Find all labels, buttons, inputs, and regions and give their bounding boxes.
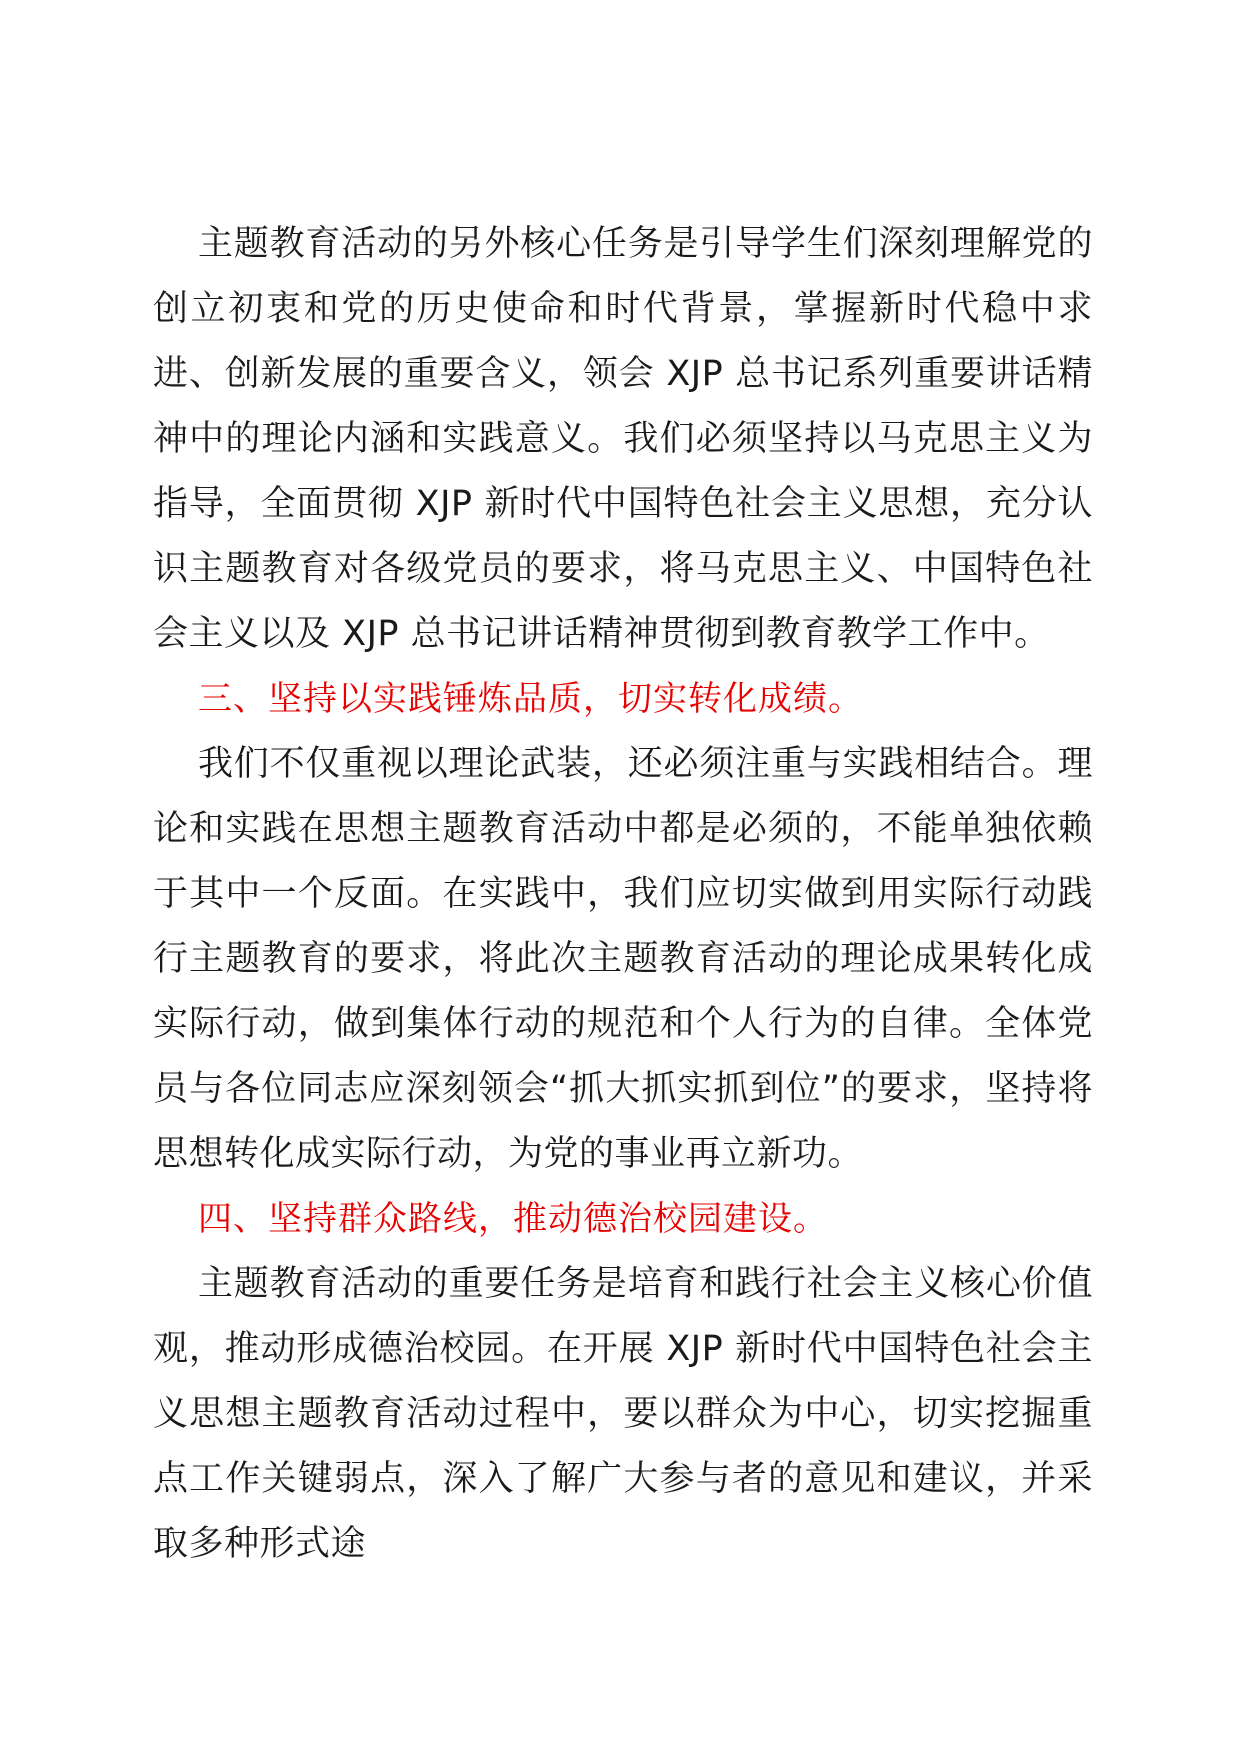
section-heading-mass-line: 四、坚持群众路线，推动德治校园建设。 (198, 1199, 828, 1239)
section-heading-practice: 三、坚持以实践锤炼品质，切实转化成绩。 (198, 679, 863, 719)
paragraph-theory-practice: 我们不仅重视以理论武装，还必须注重与实践相结合。理论和实践在思想主题教育活动中都是必须的，不能单独依赖于其中一个反面。在实践中，我们应切实做到用实际行动践行主题教育的要求，将此次主题教育活动的理论成果转化成实际行动，做到集体行动的规范和个人行为的自律。全体党员与各位同志应深刻领会“抓大抓实抓到位”的要求，坚持将思想转化成实际行动，为党的事业再立新功。 (153, 744, 1093, 1174)
document-body (153, 212, 1093, 1577)
paragraph-core-task: 主题教育活动的另外核心任务是引导学生们深刻理解党的创立初衷和党的历史使命和时代背景，掌握新时代稳中求进、创新发展的重要含义，领会 XJP 总书记系列重要讲话精神中的理论内涵和实践意义。我们必须坚持以马克思主义为指导，全面贯彻 XJP 新时代中国特色社会主义思想，充分认识主题教育对各级党员的要求，将马克思主义、中国特色社会主义以及 XJP 总书记讲话精神贯彻到教育教学工作中。 (153, 224, 1093, 654)
paragraph-core-values: 主题教育活动的重要任务是培育和践行社会主义核心价值观，推动形成德治校园。在开展 XJP 新时代中国特色社会主义思想主题教育活动过程中，要以群众为中心，切实挖掘重点工作关键弱点，深入了解广大参与者的意见和建议，并采取多种形式途 (153, 1264, 1093, 1564)
